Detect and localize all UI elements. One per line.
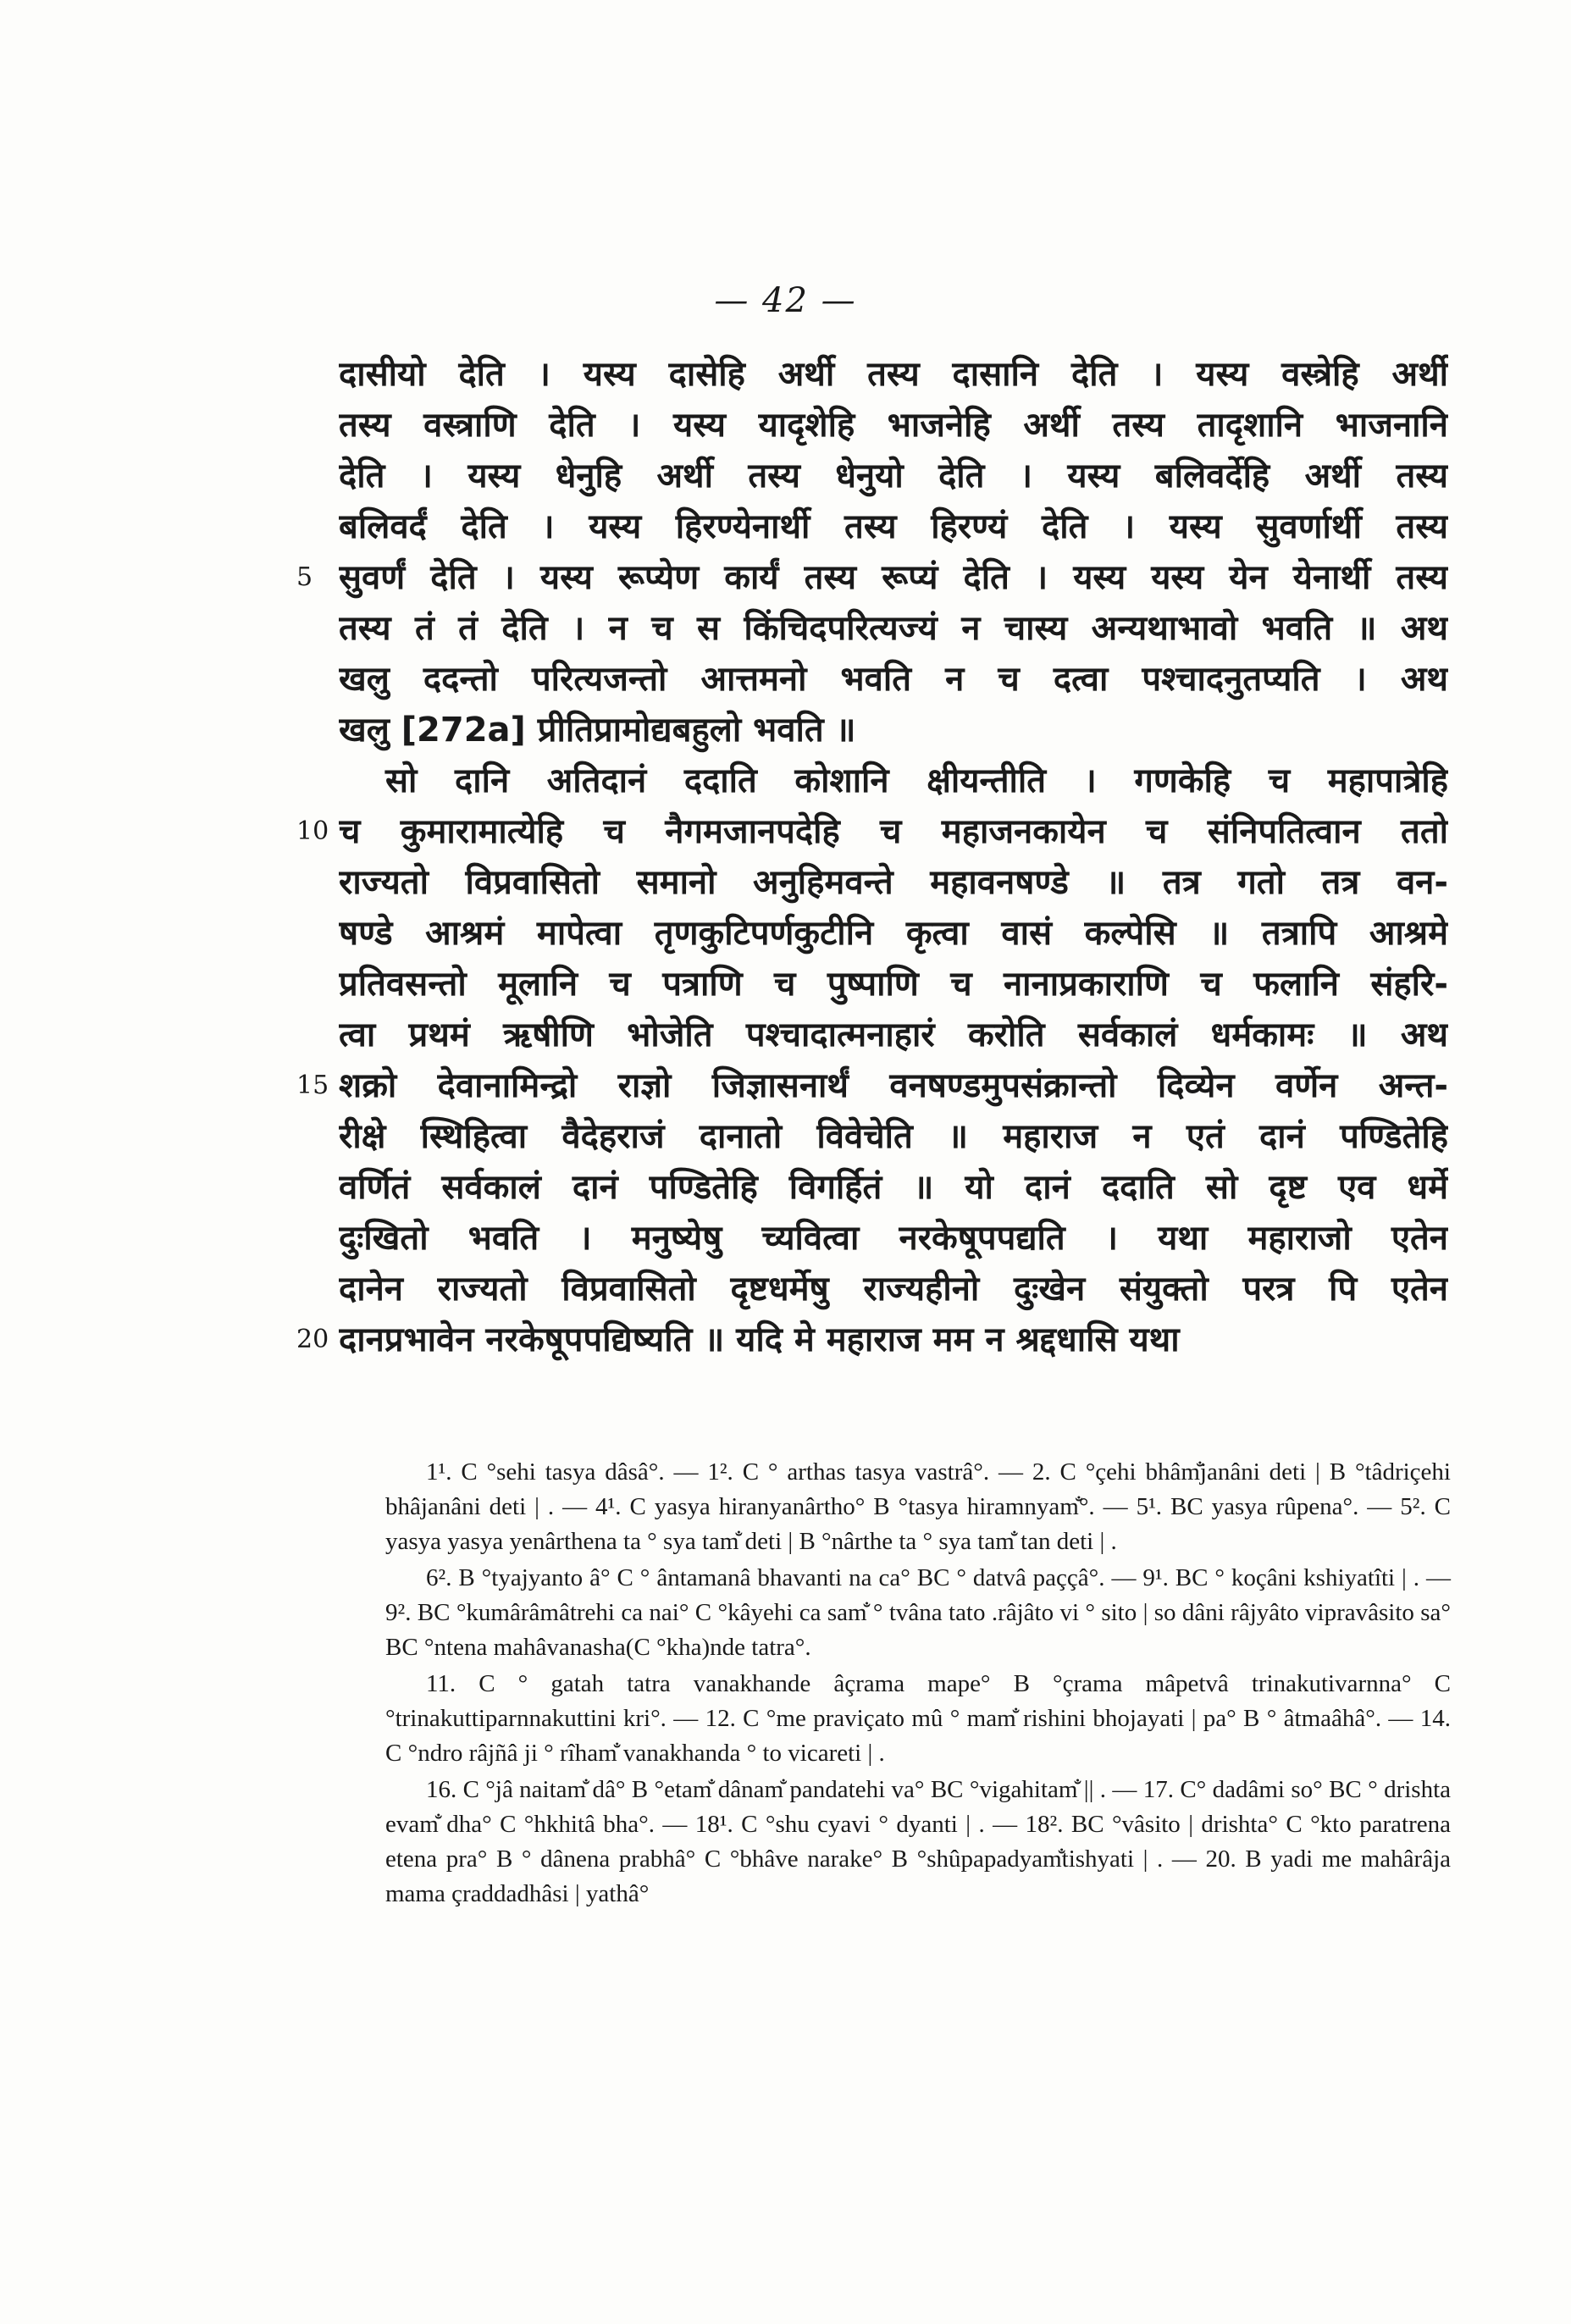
line-number: 5 xyxy=(296,562,313,592)
footnote-paragraph: 1¹. C °sehi tasya dâsâ°. — 1². C ° arthas tasya vastrâ°. — 2. C °çehi bhâm̐janâni deti | B °tâdriçehi bhâjanâni deti | . — 4¹. C yasya hiranyanârtho° B °tasya hiramnyam̐°. — 5¹. BC yasya rûpena°. — 5². C yasya yasya yenârthena ta ° sya tam̐ deti | B °nârthe ta ° sya tam̐ tan deti | . xyxy=(385,1458,1451,1555)
main-text-line: तस्य तं तं देति । न च स किंचिदपरित्यज्यं न चास्य अन्यथाभावो भवति ॥ अथ xyxy=(339,609,1448,648)
main-text-line: षण्डे आश्रमं मापेत्वा तृणकुटिपर्णकुटीनि कृत्वा वासं कल्पेसि ॥ तत्रापि आश्रमे xyxy=(339,914,1448,953)
footnote-paragraph: 16. C °jâ naitam̐ dâ° B °etam̐ dânam̐ pandatehi va° BC °vigahitam̐ || . — 17. C° dadâmi so° BC ° drishta evam̐ dha° C °hkhitâ bha°. — 18¹. C °shu cyavi ° dyanti | . — 18². BC °vâsito | drishta° C °kto paratrena etena pra° B ° dânena prabhâ° C °bhâve narake° B °shûpapadyam̐tishyati | . — 20. B yadi me mahârâja mama çraddadhâsi | yathâ° xyxy=(385,1776,1451,1907)
main-text-line: दानेन राज्यतो विप्रवासितो दृष्टधर्मेषु राज्यहीनो दुःखेन संयुक्तो परत्र पि एतेन xyxy=(339,1270,1448,1309)
footnotes-block xyxy=(385,1455,1451,1913)
main-text-line: शक्रो देवानामिन्द्रो राज्ञो जिज्ञासनार्थं वनषण्डमुपसंक्रान्तो दिव्येन वर्णेन अन्त- xyxy=(339,1066,1448,1105)
line-number: 20 xyxy=(296,1325,329,1354)
main-text-line: प्रतिवसन्तो मूलानि च पत्राणि च पुष्पाणि च नानाप्रकाराणि च फलानि संहरि- xyxy=(339,965,1448,1004)
main-text-line: सो दानि अतिदानं ददाति कोशानि क्षीयन्तीति । गणकेहि च महापात्रेहि xyxy=(385,761,1448,800)
main-text-line: राज्यतो विप्रवासितो समानो अनुहिमवन्ते महावनषण्डे ॥ तत्र गतो तत्र वन- xyxy=(339,863,1448,902)
main-text-line: तस्य वस्त्राणि देति । यस्य यादृशेहि भाजनेहि अर्थी तस्य तादृशानि भाजनानि xyxy=(339,406,1448,445)
main-text-line: च कुमारामात्येहि च नैगमजानपदेहि च महाजनकायेन च संनिपतित्वान ततो xyxy=(339,812,1448,851)
line-number: 10 xyxy=(296,816,329,846)
main-text-line: त्वा प्रथमं ऋषीणि भोजेति पश्चादात्मनाहारं करोति सर्वकालं धर्मकामः ॥ अथ xyxy=(339,1015,1448,1054)
main-text-block xyxy=(339,349,1448,1365)
main-text-line: दुःखितो भवति । मनुष्येषु च्यवित्वा नरकेषूपपद्यति । यथा महाराजो एतेन xyxy=(339,1219,1448,1258)
footnote-paragraph: 11. C ° gatah tatra vanakhande âçrama mape° B °çrama mâpetvâ trinakutivarnna° C °trinakuttiparnnakuttini kri°. — 12. C °me praviçato mû ° mam̐ rishini bhojayati | pa° B ° âtmaâhâ°. — 14. C °ndro râjñâ ji ° rîham̐ vanakhanda ° to vicareti | . xyxy=(385,1670,1451,1767)
main-text-line: सुवर्णं देति । यस्य रूप्येण कार्यं तस्य रूप्यं देति । यस्य यस्य येन येनार्थी तस्य xyxy=(339,558,1448,597)
footnote-paragraph: 6². B °tyajyanto â° C ° ântamanâ bhavanti na ca° BC ° datvâ paççâ°. — 9¹. BC ° koçâni kshiyatîti | . — 9². BC °kumârâmâtrehi ca nai° C °kâyehi ca sam̐ ° tvâna tato .râjâto vi ° sito | so dâni râjyâto vipravâsito sa° BC °ntena mahâvanasha(C °kha)nde tatra°. xyxy=(385,1564,1451,1661)
main-text-line: खलु ददन्तो परित्यजन्तो आत्तमनो भवति न च दत्वा पश्चादनुतप्यति । अथ xyxy=(339,660,1448,699)
line-number: 15 xyxy=(296,1071,329,1100)
main-text-line: दानप्रभावेन नरकेषूपपद्यिष्यति ॥ यदि मे महाराज मम न श्रद्दधासि यथा xyxy=(339,1320,1180,1359)
main-text-line: वर्णितं सर्वकालं दानं पण्डितेहि विगर्हितं ॥ यो दानं ददाति सो दृष्ट एव धर्मे xyxy=(339,1168,1448,1207)
main-text-line: दासीयो देति । यस्य दासेहि अर्थी तस्य दासानि देति । यस्य वस्त्रेहि अर्थी xyxy=(339,355,1448,394)
main-text-line: रीक्षे स्थिहित्वा वैदेहराजं दानातो विवेचेति ॥ महाराज न एतं दानं पण्डितेहि xyxy=(339,1117,1448,1156)
main-text-line: बलिवर्दं देति । यस्य हिरण्येनार्थी तस्य हिरण्यं देति । यस्य सुवर्णार्थी तस्य xyxy=(339,507,1448,546)
main-text-line: देति । यस्य धेनुहि अर्थी तस्य धेनुयो देति । यस्य बलिवर्देहि अर्थी तस्य xyxy=(339,456,1448,495)
main-text-line: खलु [272a] प्रीतिप्रामोद्यबहुलो भवति ॥ xyxy=(339,711,856,750)
page-number: — 42 — xyxy=(714,281,857,320)
